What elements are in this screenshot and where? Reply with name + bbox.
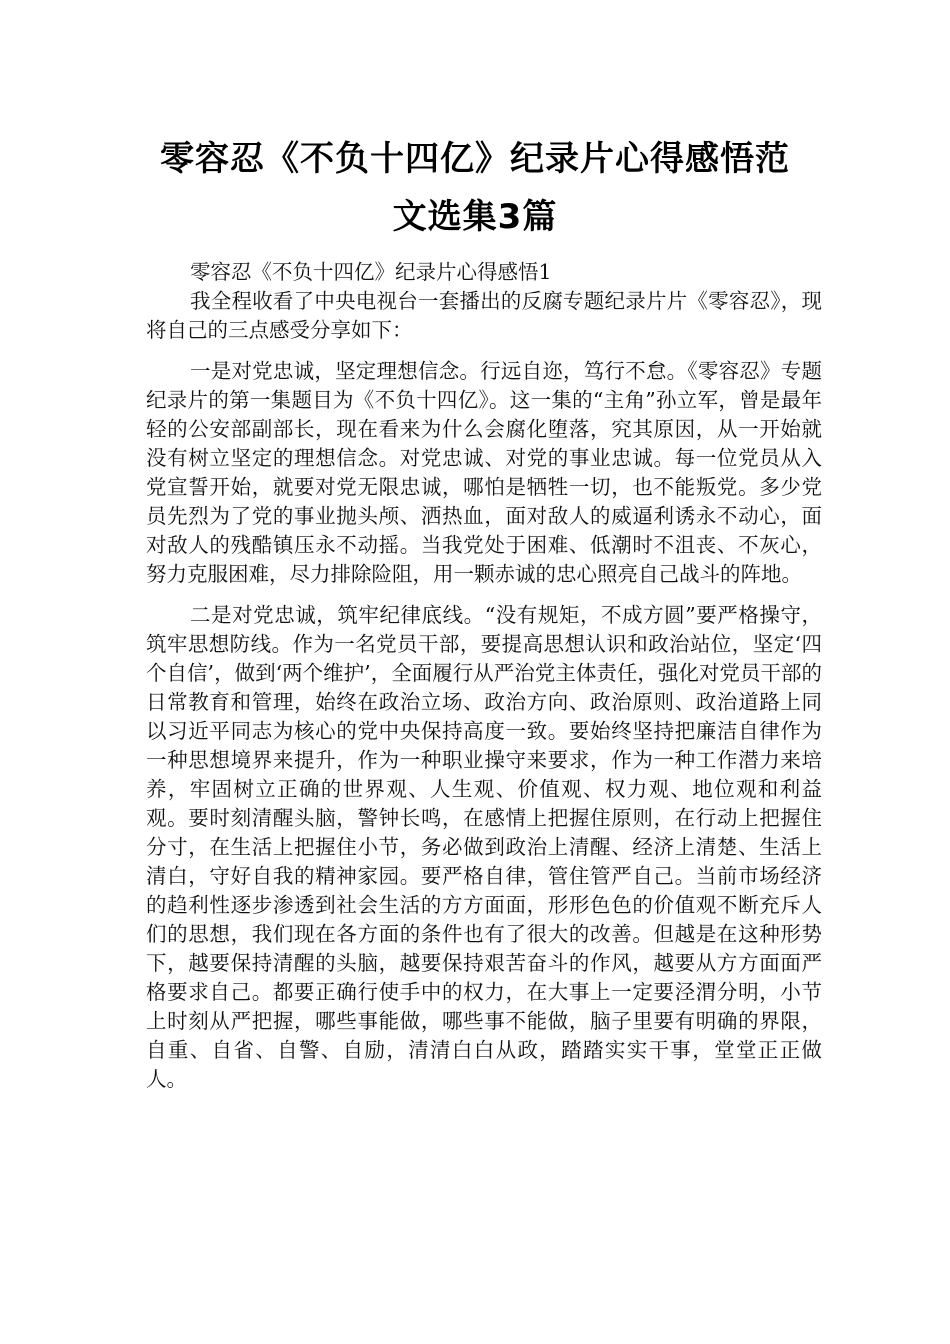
title-line-1: 零容忍《不负十四亿》纪录片心得感悟范 bbox=[160, 139, 790, 179]
paragraph-point-one: 一是对党忠诚，坚定理想信念。行远自迩，笃行不怠。《零容忍》专题纪录片的第一集题目为《不负十四亿》。这一集的“主角”孙立军，曾是最年轻的公安部副部长，现在看来为什么会腐化堕落，究其原因，从一开始就没有树立坚定的理想信念。对党忠诚、对党的事业忠诚。每一位党员从入党宣誓开始，就要对党无限忠诚，哪怕是牺牲一切，也不能叛党。多少党员先烈为了党的事业抛头颅、洒热血，面对敌人的威逼利诱永不动心，面对敌人的残酷镇压永不动摇。当我党处于困难、低潮时不沮丧、不灰心，努力克服困难，尽力排除险阻，用一颗赤诚的忠心照亮自己战斗的阵地。 bbox=[146, 359, 822, 586]
section-heading: 零容忍《不负十四亿》纪录片心得感悟1 bbox=[190, 260, 552, 284]
paragraph-point-two: 二是对党忠诚，筑牢纪律底线。“没有规矩，不成方圆”要严格操守，筑牢思想防线。作为一名党员干部，要提高思想认识和政治站位，坚定‘四个自信’，做到‘两个维护’，全面履行从严治党主体责任，强化对党员干部的日常教育和管理，始终在政治立场、政治方向、政治原则、政治道路上同以习近平同志为核心的党中央保持高度一致。要始终坚持把廉洁自律作为一种思想境界来提升，作为一种职业操守来要求，作为一种工作潜力来培养，牢固树立正确的世界观、人生观、价值观、权力观、地位观和利益观。要时刻清醒头脑，警钟长鸣，在感情上把握住原则，在行动上把握住分寸，在生活上把握住小节，务必做到政治上清醒、经济上清楚、生活上清白，守好自我的精神家园。要严格自律，管住管严自己。当前市场经济的趋利性逐步渗透到社会生活的方方面面，形形色色的价值观不断充斥人们的思想，我们现在各方面的条件也有了很大的改善。但越是在这种形势下，越要保持清醒的头脑，越要保持艰苦奋斗的作风，越要从方方面面严格要求自己。都要正确行使手中的权力，在大事上一定要泾渭分明，小节上时刻从严把握，哪些事能做，哪些事不能做，脑子里要有明确的界限，自重、自省、自警、自励，清清白白从政，踏踏实实干事，堂堂正正做人。 bbox=[146, 603, 822, 1091]
title-line-2: 文选集3篇 bbox=[392, 197, 558, 237]
document-body bbox=[146, 258, 822, 1094]
paragraph-intro: 我全程收看了中央电视台一套播出的反腐专题纪录片片《零容忍》，现将自己的三点感受分享如下： bbox=[146, 289, 822, 342]
document-title bbox=[120, 130, 830, 246]
